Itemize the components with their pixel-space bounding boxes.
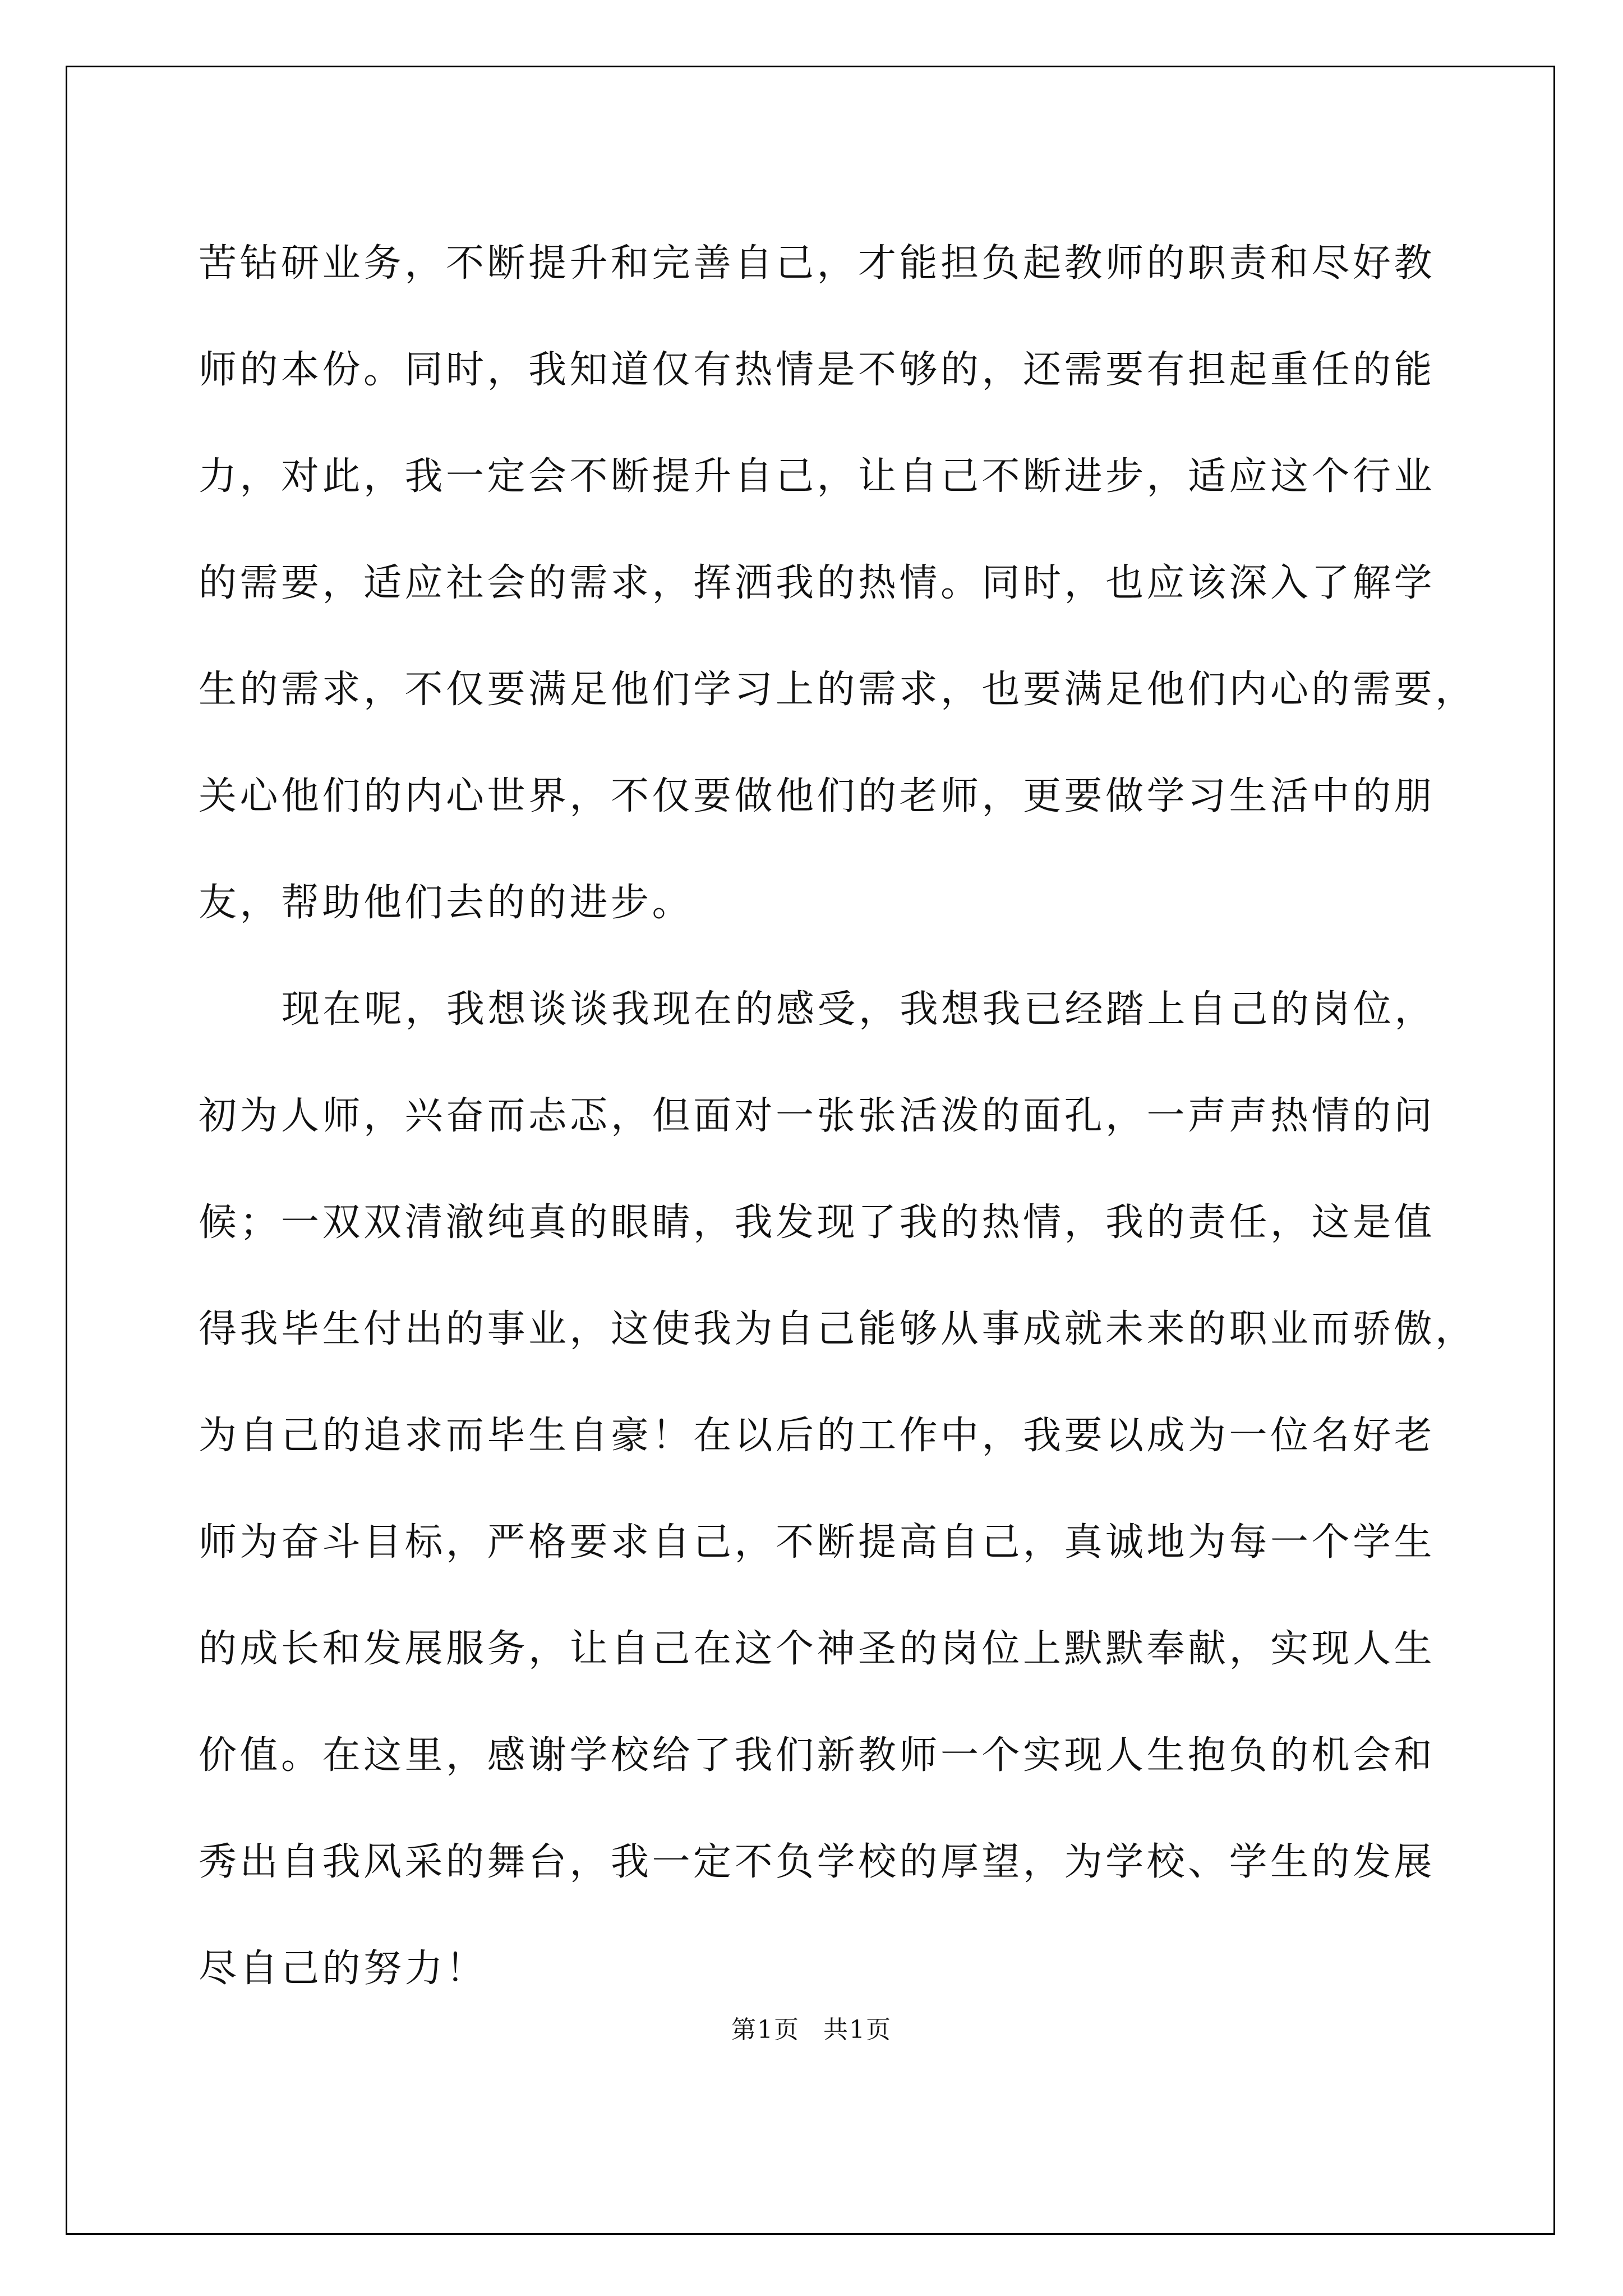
text-line: 秀出自我风采的舞台，我一定不负学校的厚望，为学校、学生的发展 (199, 1840, 1436, 1884)
text-line: 初为人师，兴奋而忐忑，但面对一张张活泼的面孔，一声声热情的问 (199, 1094, 1436, 1138)
text-line: 关心他们的内心世界，不仅要做他们的老师，更要做学习生活中的朋 (199, 774, 1436, 818)
text-line: 候；一双双清澈纯真的眼睛，我发现了我的热情，我的责任，这是值 (199, 1200, 1436, 1245)
paragraph-1 (199, 210, 1477, 956)
page-number-total: 共1页 (823, 2016, 892, 2044)
text-line: 师的本份。同时，我知道仅有热情是不够的，还需要有担起重任的能 (199, 348, 1436, 392)
page-number-current: 第1页 (731, 2016, 800, 2044)
text-line: 得我毕生付出的事业，这使我为自己能够从事成就未来的职业而骄傲， (199, 1307, 1477, 1351)
text-line: 的成长和发展服务，让自己在这个神圣的岗位上默默奉献，实现人生 (199, 1627, 1436, 1671)
text-line: 为自己的追求而毕生自豪！在以后的工作中，我要以成为一位名好老 (199, 1414, 1436, 1458)
text-line: 师为奋斗目标，严格要求自己，不断提高自己，真诚地为每一个学生 (199, 1520, 1436, 1565)
page-footer (0, 2009, 1623, 2045)
paragraph-2 (199, 956, 1477, 2022)
text-line: 的需要，适应社会的需求，挥洒我的热情。同时，也应该深入了解学 (199, 561, 1436, 605)
document-body (199, 210, 1477, 2022)
text-line: 尽自己的努力！ (199, 1947, 487, 1991)
text-line: 友，帮助他们去的的进步。 (199, 881, 694, 925)
text-line: 生的需求，不仅要满足他们学习上的需求，也要满足他们内心的需要， (199, 668, 1477, 712)
text-line: 力，对此，我一定会不断提升自己，让自己不断进步，适应这个行业 (199, 454, 1436, 499)
text-line: 价值。在这里，感谢学校给了我们新教师一个实现人生抱负的机会和 (199, 1733, 1436, 1778)
text-line: 苦钻研业务，不断提升和完善自己，才能担负起教师的职责和尽好教 (199, 241, 1436, 286)
text-line-indented: 现在呢，我想谈谈我现在的感受，我想我已经踏上自己的岗位， (282, 987, 1436, 1032)
